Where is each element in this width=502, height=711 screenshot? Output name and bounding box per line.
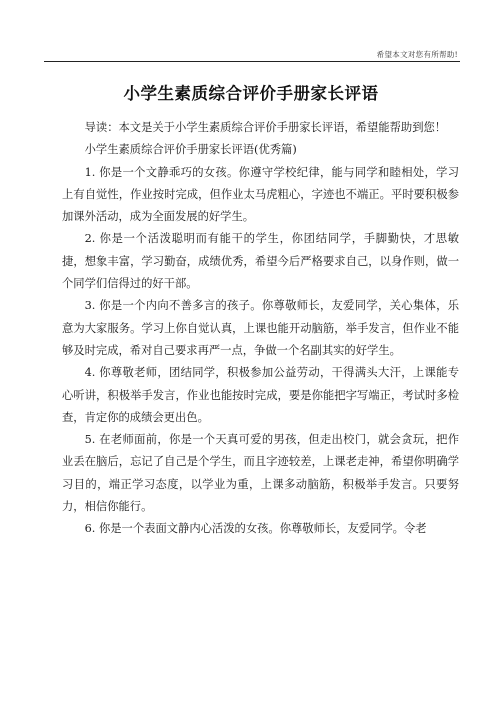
header-divider	[44, 61, 460, 62]
comment-item-6: 6. 你是一个表面文静内心活泼的女孩。你尊敬师长，友爱同学。令老	[84, 522, 427, 536]
comment-item-4: 4. 你尊敬老师，团结同学，积极参加公益劳动，干得满头大汗，上课能专心听讲，积极举手发言，作业也能按时完成，要是你能把字写端正，考试时多检查，肯定你的成绩会更出色。	[62, 366, 459, 424]
intro-paragraph: 导读：本文是关于小学生素质综合评价手册家长评语，希望能帮助到您！	[84, 121, 447, 134]
comment-item-1: 1. 你是一个文静乖巧的女孩。你遵守学校纪律，能与同学和睦相处，学习上有自觉性，作业按时完成，但作业太马虎粗心，字迹也不端正。平时要积极参加课外活动，成为全面发展的好学生。	[62, 165, 459, 224]
comment-item-3: 3. 你是一个内向不善多言的孩子。你尊敬师长，友爱同学，关心集体，乐意为大家服务。学习上你自觉认真，上课也能开动脑筋，举手发言，但作业不能够及时完成，希对自己要求再严一点，争做一个名副其实的好学生。	[62, 299, 459, 357]
document-body	[62, 117, 459, 541]
section-subtitle: 小学生素质综合评价手册家长评语(优秀篇)	[84, 143, 297, 157]
comment-item-5: 5. 在老师面前，你是一个天真可爱的男孩，但走出校门，就会贪玩，把作业丢在脑后，忘记了自己是个学生，而且字迹较差，上课老走神，希望你明确学习目的，端正学习态度，以学业为重，上课多动脑筋，积极举手发言。只要努力，相信你能行。	[62, 433, 459, 514]
header-note: 希望本文对您有所帮助!	[376, 50, 458, 59]
document-title: 小学生素质综合评价手册家长评语	[123, 84, 379, 103]
comment-item-2: 2. 你是一个活泼聪明而有能干的学生，你团结同学，手脚勤快，才思敏捷，想象丰富，学习勤奋，成绩优秀，希望今后严格要求自己，以身作则，做一个同学们信得过的好干部。	[62, 232, 459, 291]
